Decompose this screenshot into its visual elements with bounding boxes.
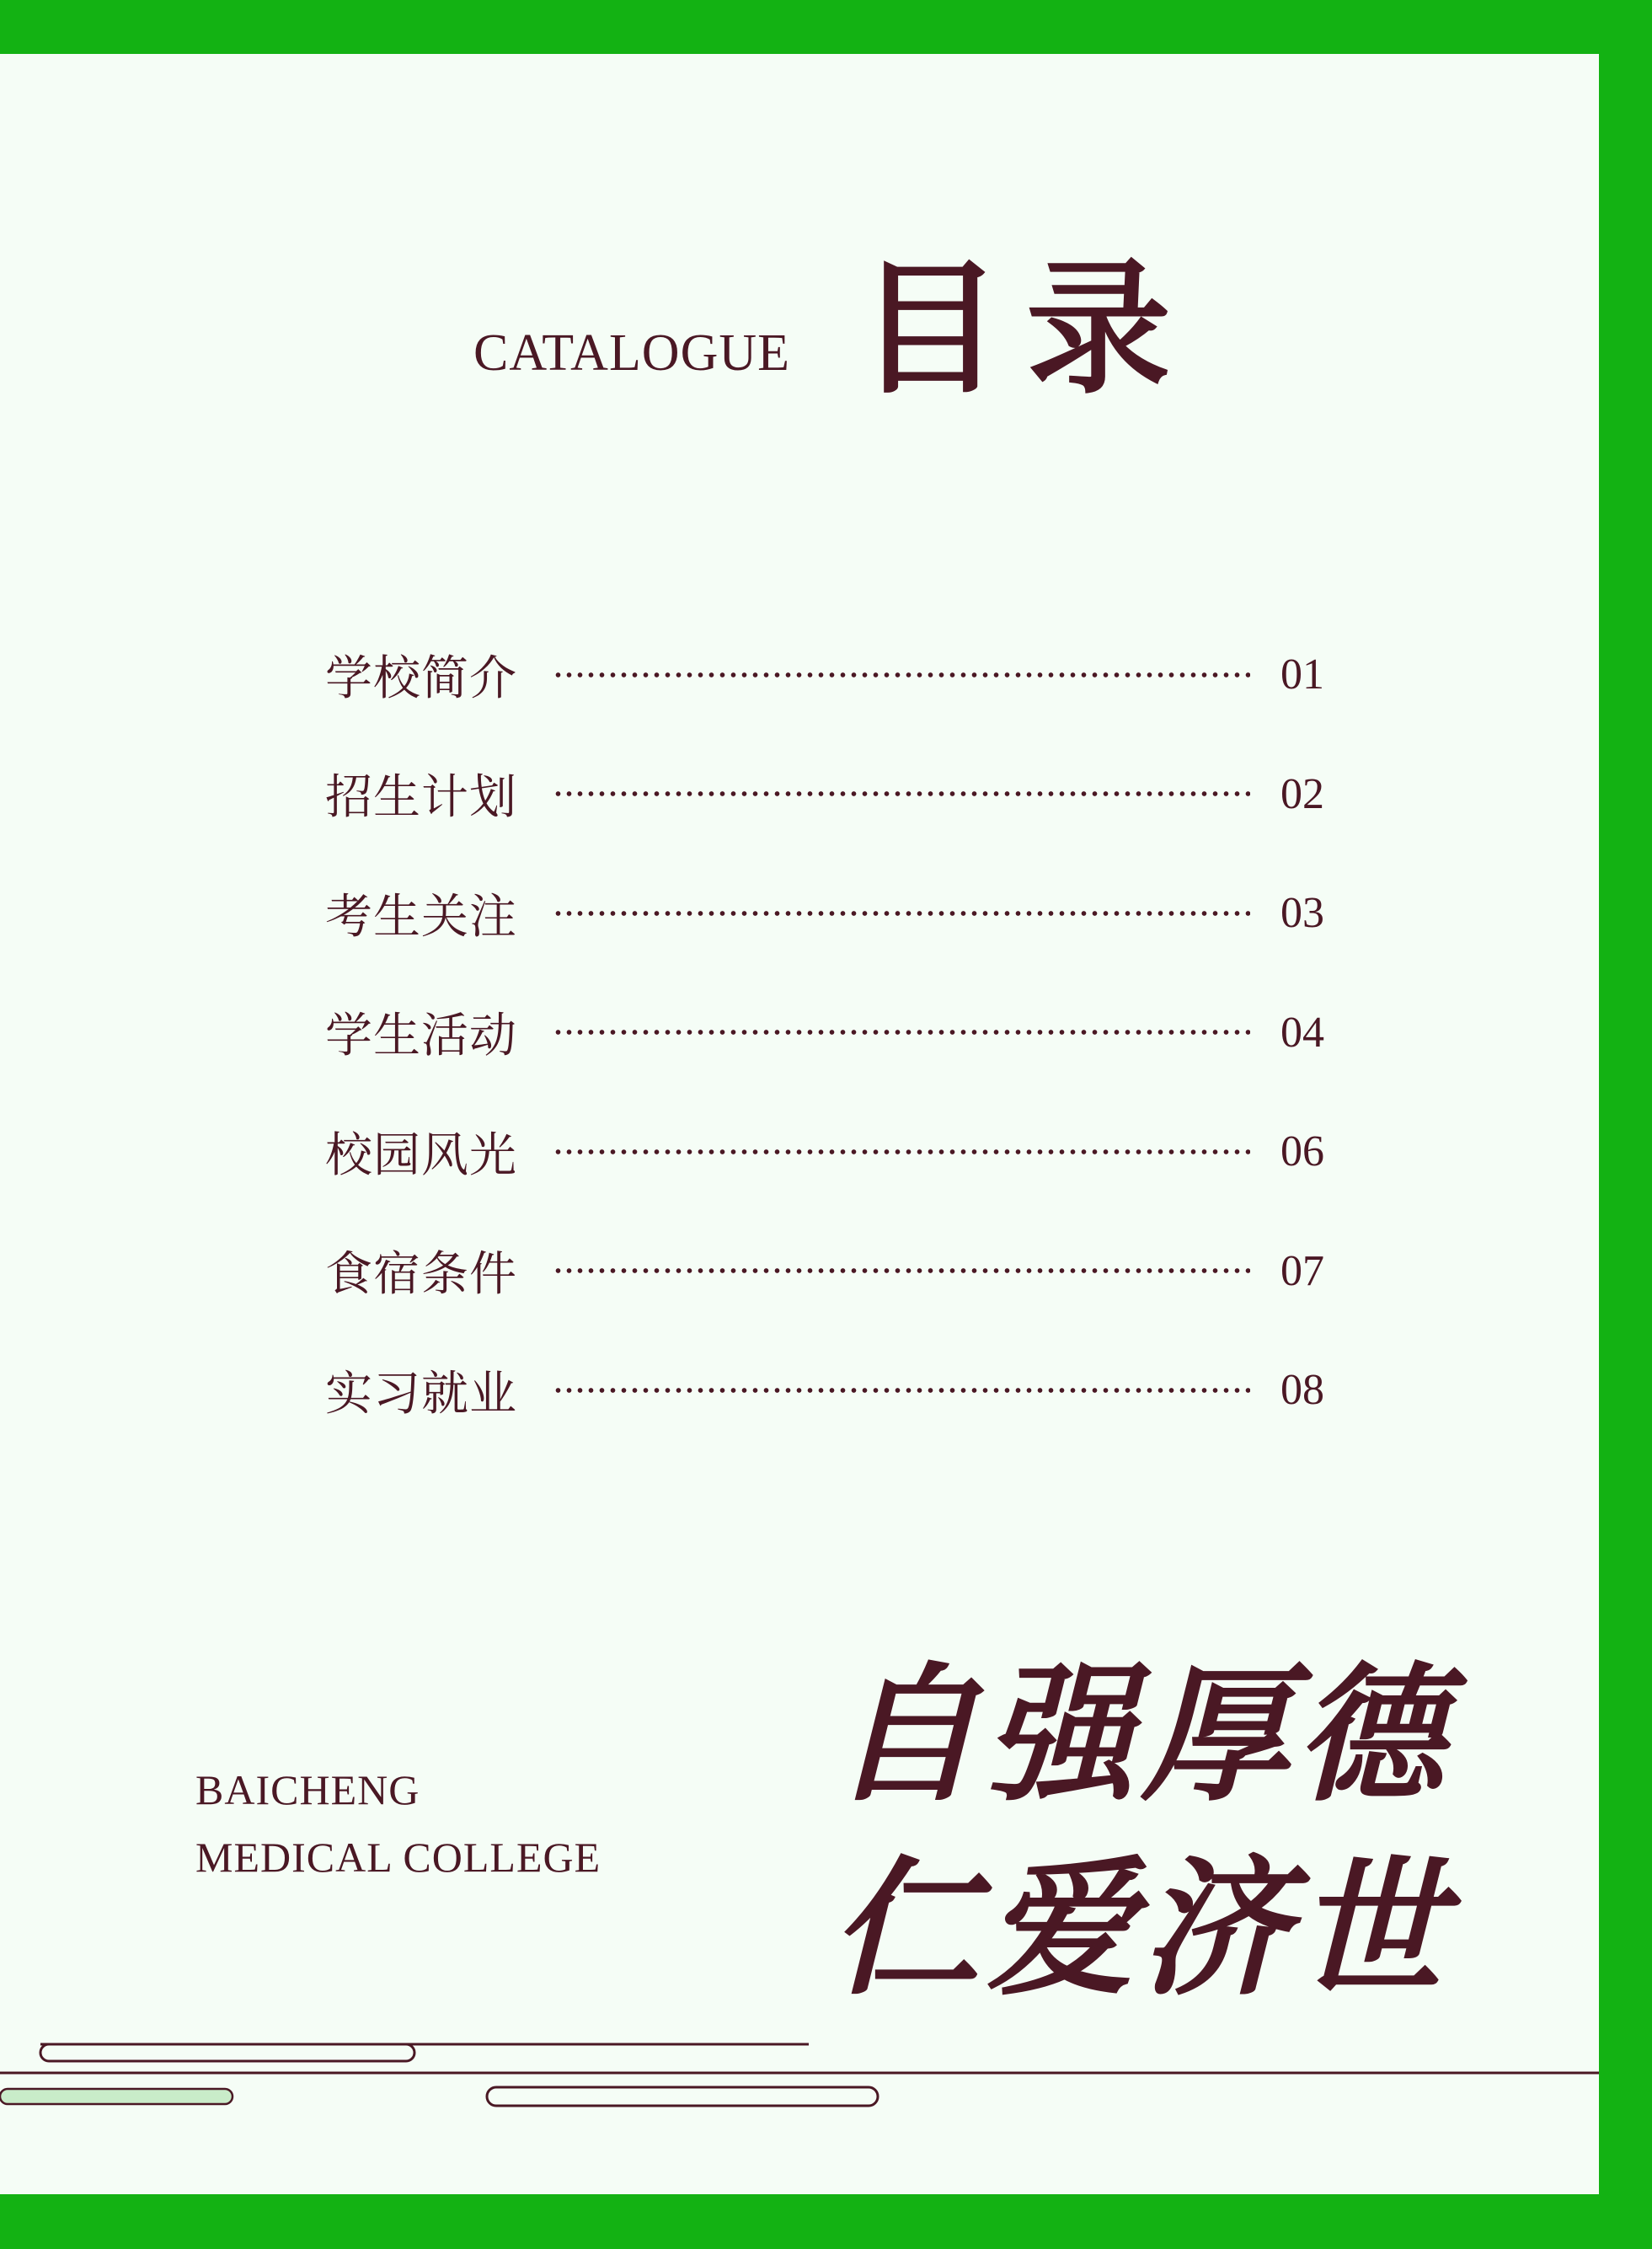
toc-item-page: 06 — [1280, 1127, 1324, 1176]
toc-item-page: 07 — [1280, 1246, 1324, 1295]
toc-item-label: 校园风光 — [325, 1127, 517, 1183]
college-name-line1: BAICHENG — [195, 1766, 420, 1813]
toc-item-label: 考生关注 — [325, 889, 517, 945]
toc-item-page: 08 — [1280, 1366, 1324, 1415]
toc-item-label: 招生计划 — [325, 770, 517, 826]
deco-pill — [487, 2087, 878, 2106]
toc-item-page: 03 — [1280, 889, 1324, 938]
deco-pill — [40, 2044, 414, 2061]
catalogue-title-cn: 目录 — [858, 243, 1195, 414]
motto-line1: 自强厚德 — [831, 1647, 1452, 1822]
toc-item-label: 实习就业 — [325, 1366, 517, 1422]
decorative-cloud-lines — [0, 54, 1599, 2194]
toc-item-page: 02 — [1280, 769, 1324, 818]
toc-item-page: 04 — [1280, 1008, 1324, 1057]
motto-line2: 仁爱济世 — [831, 1841, 1452, 2016]
toc-item-label: 学生活动 — [325, 1009, 517, 1064]
catalogue-page — [0, 54, 1599, 2194]
catalogue-title-en: CATALOGUE — [473, 324, 791, 382]
toc-item-page: 01 — [1280, 651, 1324, 699]
college-name-line2: MEDICAL COLLEGE — [195, 1834, 601, 1881]
deco-pill-accent — [0, 2089, 233, 2104]
toc-item-label: 学校简介 — [325, 651, 517, 706]
toc-item-label: 食宿条件 — [325, 1247, 517, 1303]
